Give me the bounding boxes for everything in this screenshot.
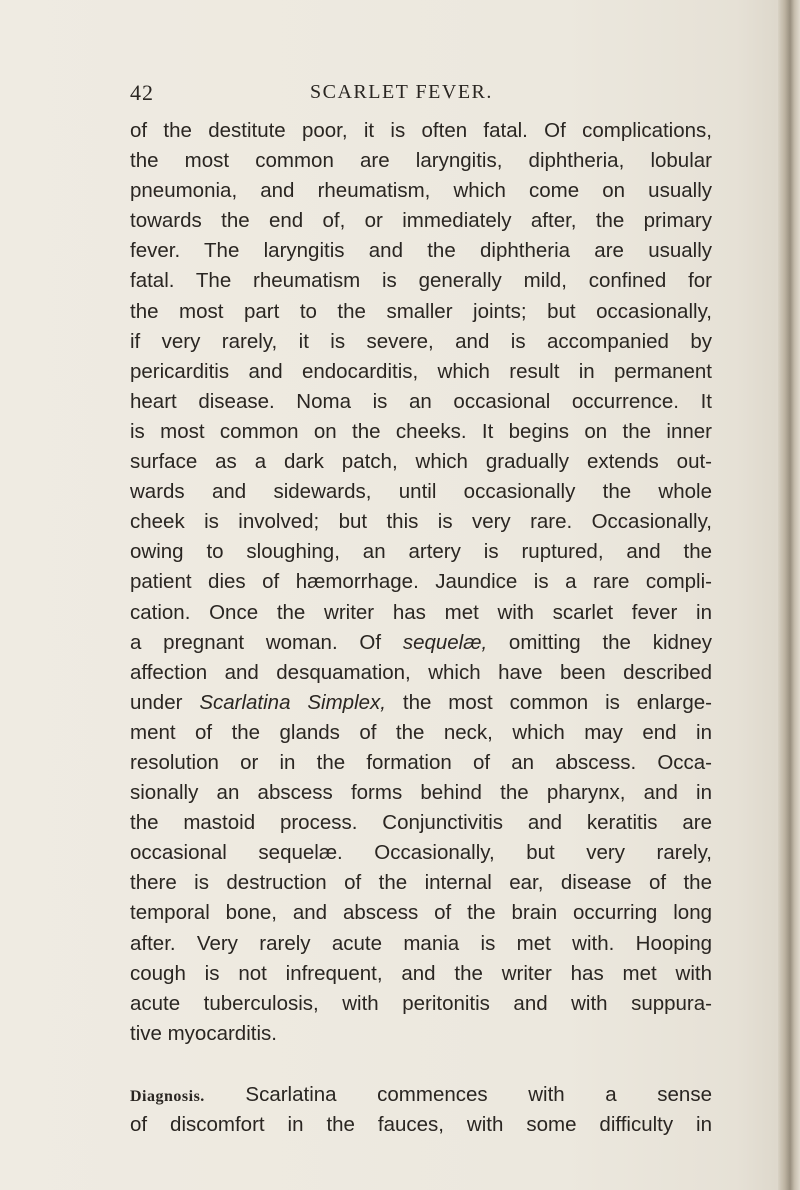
paragraph-gap [130, 1049, 712, 1080]
text-line: heart disease. Noma is an occasional occurrence. It [130, 389, 712, 413]
page-edge-shadow [778, 0, 800, 1190]
text-line: wards and sidewards, until occasionally the whole [130, 480, 712, 504]
text-line: towards the end of, or immediately after, the primary [130, 209, 712, 233]
text-line: pericarditis and endocarditis, which result in permanent [130, 359, 712, 383]
running-head [0, 80, 800, 110]
text-line: of discomfort in the fauces, with some difficulty in [130, 1113, 712, 1136]
text-line: ment of the glands of the neck, which may end in [130, 720, 712, 744]
text-line: the mastoid process. Conjunctivitis and keratitis are [130, 811, 712, 835]
text-segment: Scarlatina commences with a sense [245, 1082, 712, 1106]
text-line: the most part to the smaller joints; but occasionally, [130, 299, 712, 323]
paragraph-complications [130, 116, 712, 1049]
text-line: pneumonia, and rheumatism, which come on usually [130, 179, 712, 203]
text-line: temporal bone, and abscess of the brain occurring long [130, 901, 712, 925]
italic-term-scarlatina-simplex: Scarlatina Simplex, [199, 690, 386, 714]
text-line: occasional sequelæ. Occasionally, but very rarely, [130, 841, 712, 865]
text-line: acute tuberculosis, with peritonitis and with suppura- [130, 991, 712, 1015]
text-line: surface as a dark patch, which gradually extends out- [130, 450, 712, 474]
text-line: tive myocarditis. [130, 1021, 277, 1045]
text-line: the most common are laryngitis, diphtheria, lobular [130, 149, 712, 173]
side-heading-diagnosis: Diagnosis. [130, 1087, 205, 1105]
text-line-mixed [130, 1080, 712, 1110]
text-line: after. Very rarely acute mania is met with. Hooping [130, 931, 712, 955]
paragraph-diagnosis [130, 1080, 712, 1140]
text-line-mixed [130, 628, 712, 658]
text-line: cation. Once the writer has met with scarlet fever in [130, 600, 712, 624]
running-title: SCARLET FEVER. [310, 81, 493, 103]
text-line-mixed [130, 688, 712, 718]
text-line: owing to sloughing, an artery is ruptured, and the [130, 540, 712, 564]
text-segment: the most common is enlarge- [402, 690, 712, 714]
text-segment: omitting the kidney [508, 630, 712, 654]
text-segment: under [130, 690, 183, 714]
body-text [130, 116, 712, 1140]
text-line: sionally an abscess forms behind the pharynx, and in [130, 781, 712, 805]
text-line: fever. The laryngitis and the diphtheria are usually [130, 239, 712, 263]
text-line: of the destitute poor, it is often fatal. Of complications, [130, 119, 712, 142]
text-line: fatal. The rheumatism is generally mild, confined for [130, 269, 712, 293]
text-line: affection and desquamation, which have been described [130, 660, 712, 684]
text-line: patient dies of hæmorrhage. Jaundice is a rare compli- [130, 570, 712, 594]
text-line: cough is not infrequent, and the writer has met with [130, 961, 712, 985]
text-segment: a pregnant woman. Of [130, 630, 382, 654]
text-line: is most common on the cheeks. It begins on the inner [130, 419, 712, 443]
text-line: cheek is involved; but this is very rare. Occasionally, [130, 510, 712, 534]
page-number: 42 [130, 80, 154, 105]
text-line: if very rarely, it is severe, and is accompanied by [130, 329, 712, 353]
italic-term-sequelae: sequelæ, [402, 630, 488, 654]
text-line: resolution or in the formation of an abscess. Occa- [130, 750, 712, 774]
text-line: there is destruction of the internal ear, disease of the [130, 871, 712, 895]
